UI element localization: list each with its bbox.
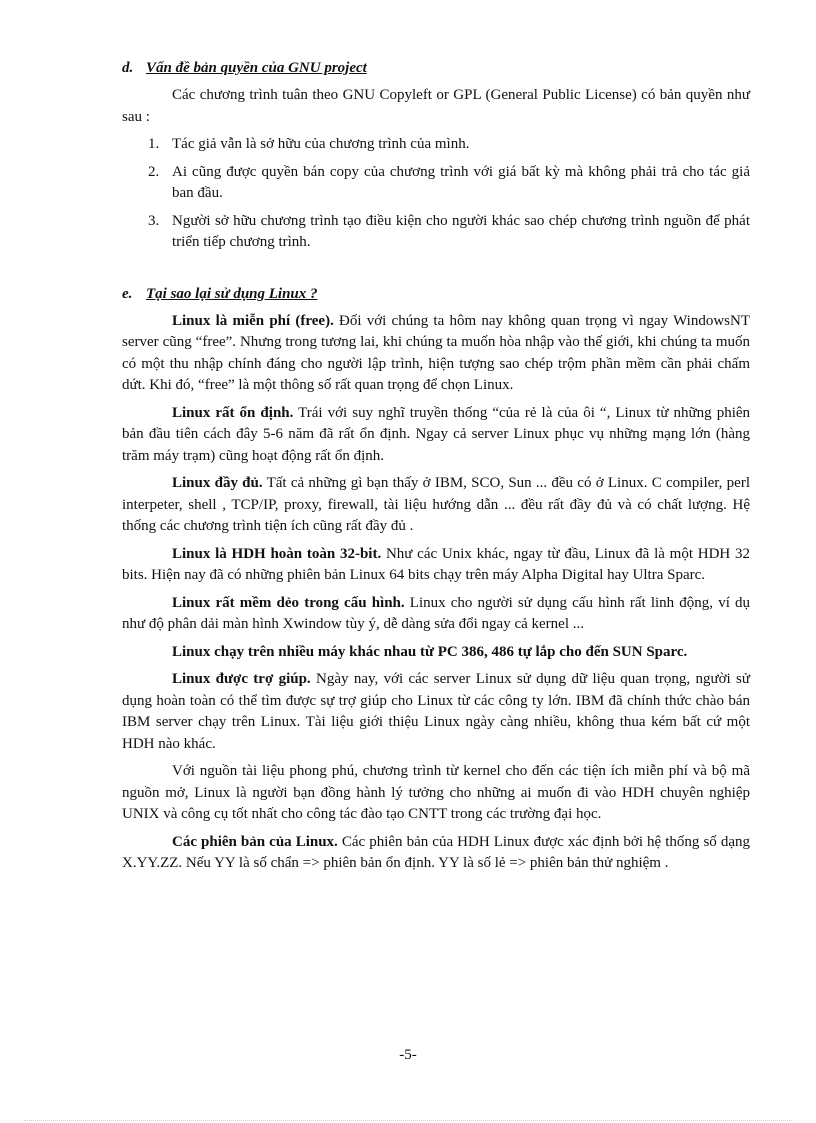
paragraph-flexible — [122, 593, 750, 636]
list-item — [122, 134, 750, 156]
list-item — [122, 162, 750, 205]
paragraph-lead: Linux được trợ giúp. — [172, 671, 311, 687]
section-d-heading — [122, 58, 750, 79]
paragraph-lead: Linux rất mềm dẻo trong cấu hình. — [172, 594, 405, 611]
paragraph-complete — [122, 473, 750, 538]
section-d-title: Vấn đề bản quyền của GNU project — [146, 60, 367, 76]
paragraph-versions — [122, 832, 750, 875]
section-e-letter: e. — [122, 285, 133, 302]
paragraph-text: Trái với suy nghĩ truyền thống “của rẻ là của ôi “, Linux từ những phiên bản đầu tiên cách đây 5-6 năm đã rất ổn định. Ngay cả server Linux phục vụ những mạng lớn (hàng trăm máy trạm) cũng hoạt động rất ổn định. — [122, 404, 751, 464]
paragraph-text: Ngày nay, với các server Linux sử dụng dữ liệu quan trọng, người sử dụng hoàn toàn có thể tìm được sự trợ giúp cho Linux từ các công ty lớn. IBM đã chính thức chào bán IBM server chạy trên Linux. Tài liệu giới thiệu Linux ngày càng nhiều, không thua kém bất cứ một HDH nào khác. — [122, 671, 750, 752]
paragraph-text: Linux cho người sử dụng cấu hình rất linh động, ví dụ như độ phân dải màn hình Xwindow tùy ý, dễ dàng sửa đổi ngay cả kernel ... — [122, 594, 750, 632]
list-text: Ai cũng được quyền bán copy của chương trình với giá bất kỳ mà không phải trả cho tác giả ban đầu. — [172, 163, 750, 201]
section-d-letter: d. — [122, 60, 134, 76]
paragraph-32bit — [122, 544, 750, 587]
paragraph-support — [122, 669, 750, 755]
section-e-heading — [122, 284, 750, 305]
paragraph-lead: Linux rất ổn định. — [172, 404, 294, 421]
paragraph-lead: Các phiên bản của Linux. — [172, 833, 338, 850]
section-e-title: Tại sao lại sử dụng Linux ? — [146, 285, 318, 302]
copyright-list — [122, 134, 750, 254]
page-number: -5- — [399, 1047, 417, 1063]
paragraph-stable — [122, 403, 750, 468]
paragraph-text: Các phiên bản của HDH Linux được xác định bởi hệ thống số dạng X.YY.ZZ. Nếu YY là số chẩn => phiên bản ổn định. YY là số lẻ => phiên bản thử nghiệm . — [122, 833, 750, 871]
page-content — [122, 58, 750, 881]
list-text: Tác giả vẫn là sở hữu của chương trình của mình. — [172, 136, 470, 152]
list-number: 2. — [148, 163, 160, 180]
paragraph-text: Như các Unix khác, ngay từ đầu, Linux đã là một HDH 32 bits. Hiện nay đã có những phiên bản Linux 64 bits chạy trên máy Alpha Digital hay Ultra Sparc. — [122, 545, 750, 583]
paragraph-text: Tất cả những gì bạn thấy ở IBM, SCO, Sun ... đều có ở Linux. C compiler, perl interpeter, shell , TCP/IP, proxy, firewall, tài liệu hướng dẫn ... đều rất đầy đủ và có chất lượng. Hệ thống các chương trình tiện ích cũng rất đầy đủ . — [122, 475, 750, 534]
bottom-divider — [24, 1120, 792, 1121]
paragraph-hardware — [122, 642, 750, 664]
list-number: 1. — [148, 136, 160, 152]
section-d-intro: Các chương trình tuân theo GNU Copyleft or GPL (General Public License) có bản quyền như sau : — [122, 87, 750, 125]
paragraph-lead: Linux là HDH hoàn toàn 32-bit. — [172, 545, 382, 562]
list-text: Người sở hữu chương trình tạo điều kiện cho người khác sao chép chương trình nguồn để phát triển tiếp chương trình. — [172, 212, 750, 250]
paragraph-lead: Linux chạy trên nhiều máy khác nhau từ PC 386, 486 tự lắp cho đến SUN Sparc. — [172, 643, 688, 660]
list-number: 3. — [148, 212, 160, 229]
paragraph-text: Đối với chúng ta hôm nay không quan trọng vì ngay WindowsNT server cũng “free”. Nhưng trong tương lai, khi chúng ta muốn hòa nhập vào thế giới, khi chúng ta muốn có một thu nhập chính đáng cho người lập trình, hiện tượng sao chép trộm phần mềm cần phải chấm dứt. Khi đó, “free” là một thông số rất quan trọng để chọn Linux. — [122, 312, 750, 393]
paragraph-lead: Linux là miễn phí (free). — [172, 312, 334, 329]
paragraph-lead: Linux đầy đủ. — [172, 475, 263, 491]
paragraph-resources — [122, 761, 750, 826]
paragraph-text: Với nguồn tài liệu phong phú, chương trình từ kernel cho đến các tiện ích miễn phí và bộ mã nguồn mở, Linux là người bạn đồng hành lý tưởng cho những ai muốn đi vào HDH chuyên nghiệp UNIX và công cụ tốt nhất cho công tác đào tạo CNTT trong các trường đại học. — [122, 763, 750, 822]
paragraph-free — [122, 311, 750, 397]
list-item — [122, 211, 750, 254]
